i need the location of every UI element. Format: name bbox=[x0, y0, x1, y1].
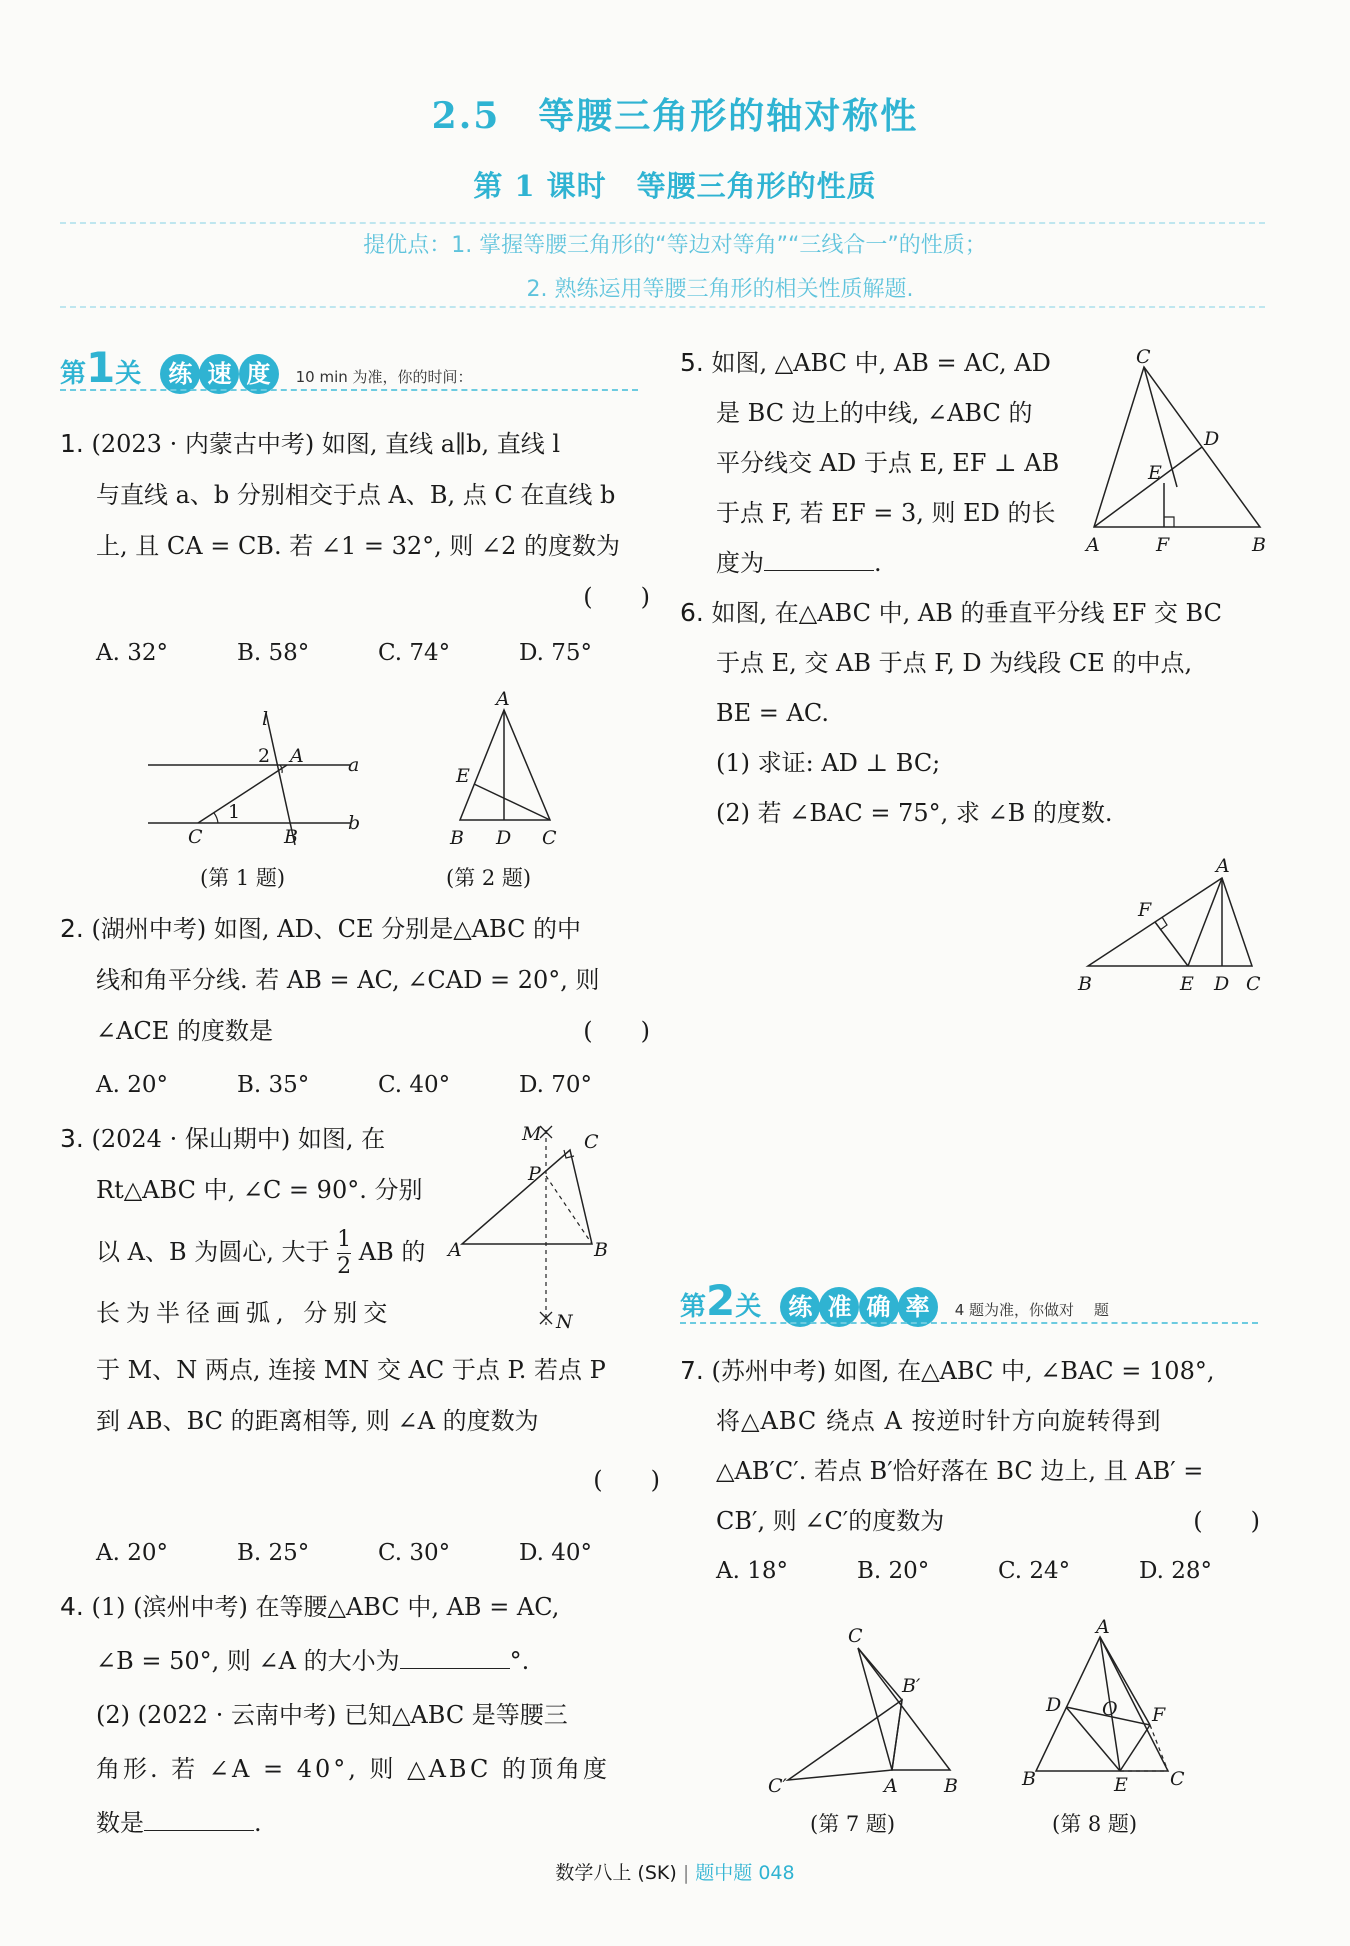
fraction-numerator: 1 bbox=[337, 1227, 352, 1252]
question-text: ∠B = 50°, 则 ∠A 的大小为 bbox=[96, 1647, 400, 1675]
option-b: B. 58° bbox=[237, 640, 310, 666]
question-text: 到 AB、BC 的距离相等, 则 ∠A 的度数为 bbox=[96, 1407, 539, 1435]
label: C bbox=[848, 1625, 863, 1647]
label: D bbox=[1214, 973, 1230, 995]
label: F bbox=[1138, 899, 1152, 921]
badge-char: 确 bbox=[859, 1287, 899, 1327]
fraction bbox=[337, 1227, 351, 1280]
figure-1-caption: (第 1 题) bbox=[200, 866, 286, 890]
label: P bbox=[528, 1163, 541, 1185]
section-number: 1 bbox=[86, 343, 116, 392]
label: F bbox=[1152, 1704, 1166, 1726]
option-d: D. 40° bbox=[519, 1540, 593, 1566]
badge-char: 练 bbox=[160, 354, 200, 394]
q2-options bbox=[96, 1072, 656, 1098]
question-text: (1) (滨州中考) 在等腰△ABC 中, AB = AC, bbox=[91, 1593, 560, 1621]
question-text: 于点 E, 交 AB 于点 F, D 为线段 CE 的中点, bbox=[716, 649, 1193, 677]
option-c: C. 74° bbox=[378, 640, 451, 666]
question-text: 度为 bbox=[716, 549, 764, 577]
label: B bbox=[1252, 534, 1266, 556]
badge-char: 练 bbox=[780, 1287, 820, 1327]
answer-parentheses: ( ) bbox=[1193, 1507, 1260, 1535]
label: B bbox=[594, 1239, 608, 1261]
option-a: A. 18° bbox=[716, 1558, 788, 1584]
label: B bbox=[450, 827, 464, 849]
tip-line-2: 2. 熟练运用等腰三角形的相关性质解题. bbox=[526, 277, 914, 302]
divider bbox=[60, 222, 1265, 224]
section-number: 2 bbox=[706, 1276, 736, 1325]
label: E bbox=[1180, 973, 1194, 995]
option-c: C. 30° bbox=[378, 1540, 451, 1566]
section-badge bbox=[780, 1293, 936, 1321]
question-text: 如图, 在△ABC 中, AB 的垂直平分线 EF 交 BC bbox=[711, 599, 1222, 627]
question-number: 3. bbox=[60, 1124, 84, 1153]
label: A bbox=[1086, 534, 1100, 556]
option-b: B. 35° bbox=[237, 1072, 310, 1098]
question-number: 7. bbox=[680, 1356, 704, 1385]
badge-char: 度 bbox=[239, 354, 279, 394]
question-text: 于点 F, 若 EF = 3, 则 ED 的长 bbox=[716, 499, 1056, 527]
label: a bbox=[348, 754, 360, 776]
question-text: 如图, △ABC 中, AB = AC, AD bbox=[711, 349, 1051, 377]
question-6 bbox=[680, 588, 1280, 838]
label: b bbox=[348, 812, 361, 834]
q1-options bbox=[96, 640, 656, 666]
label: E bbox=[1114, 1774, 1128, 1795]
section-note: 4 题为准，你做对 题 bbox=[954, 1301, 1109, 1319]
figure-5 bbox=[1080, 345, 1280, 565]
label: 1 bbox=[228, 801, 241, 823]
footer-brand: 题中题 bbox=[695, 1862, 753, 1884]
label: B bbox=[1078, 973, 1092, 995]
section-badge bbox=[160, 360, 277, 388]
question-4 bbox=[60, 1580, 660, 1850]
question-2 bbox=[60, 903, 650, 1057]
figure-7-caption: (第 7 题) bbox=[810, 1812, 896, 1836]
q7-options bbox=[716, 1558, 1256, 1584]
question-text: 平分线交 AD 于点 E, EF ⊥ AB bbox=[716, 449, 1060, 477]
question-number: 5. bbox=[680, 348, 704, 377]
label: A bbox=[1096, 1616, 1110, 1638]
question-text: BE = AC. bbox=[716, 699, 829, 727]
label: D bbox=[1046, 1694, 1062, 1716]
figure-2 bbox=[440, 690, 570, 860]
label: A bbox=[496, 690, 510, 710]
question-text: (2) 若 ∠BAC = 75°, 求 ∠B 的度数. bbox=[716, 799, 1113, 827]
badge-char: 速 bbox=[199, 354, 239, 394]
option-c: C. 24° bbox=[998, 1558, 1071, 1584]
question-text: CB′, 则 ∠C′的度数为 bbox=[716, 1507, 945, 1535]
question-text: 于 M、N 两点, 连接 MN 交 AC 于点 P. 若点 P bbox=[96, 1356, 606, 1384]
label: C bbox=[188, 826, 203, 848]
label: D bbox=[496, 827, 512, 849]
question-text: °. bbox=[509, 1647, 530, 1675]
label: A bbox=[448, 1239, 462, 1261]
figure-1 bbox=[140, 705, 380, 855]
label: E bbox=[1148, 462, 1162, 484]
question-text: (2) (2022 · 云南中考) 已知△ABC 是等腰三 bbox=[96, 1701, 568, 1729]
section-underline bbox=[60, 389, 638, 391]
question-text: AB 的 bbox=[358, 1238, 426, 1266]
label: C′ bbox=[768, 1775, 787, 1795]
option-a: A. 20° bbox=[96, 1540, 168, 1566]
label: B bbox=[284, 826, 298, 848]
answer-parentheses: ( ) bbox=[593, 1466, 660, 1494]
question-text: Rt△ABC 中, ∠C = 90°. 分别 bbox=[96, 1176, 423, 1204]
label: l bbox=[262, 708, 269, 730]
option-b: B. 20° bbox=[857, 1558, 930, 1584]
question-text: . bbox=[874, 549, 882, 577]
question-text: △AB′C′. 若点 B′恰好落在 BC 边上, 且 AB′ = bbox=[716, 1457, 1204, 1485]
label: B bbox=[944, 1775, 958, 1795]
option-d: D. 75° bbox=[519, 640, 593, 666]
question-5 bbox=[680, 338, 1100, 588]
section-1-header bbox=[60, 343, 640, 393]
section-prefix: 第 bbox=[680, 1292, 707, 1322]
q3-options bbox=[96, 1540, 656, 1566]
question-text: 角形. 若 ∠A = 40°, 则 △ABC 的顶角度 bbox=[96, 1755, 610, 1783]
question-number: 6. bbox=[680, 598, 704, 627]
figure-3 bbox=[440, 1120, 660, 1340]
label: O bbox=[1102, 1698, 1118, 1720]
question-text: (苏州中考) 如图, 在△ABC 中, ∠BAC = 108°, bbox=[711, 1357, 1215, 1385]
label: A bbox=[290, 745, 304, 767]
question-text: . bbox=[254, 1809, 262, 1837]
option-a: A. 32° bbox=[96, 640, 168, 666]
label: C bbox=[584, 1131, 599, 1153]
figure-7 bbox=[760, 1620, 980, 1795]
answer-blank[interactable] bbox=[400, 1646, 510, 1669]
question-text: 数是 bbox=[96, 1809, 144, 1837]
section-prefix: 第 bbox=[60, 359, 87, 389]
answer-blank[interactable] bbox=[764, 548, 874, 571]
label: C bbox=[1136, 346, 1151, 368]
question-1 bbox=[60, 418, 650, 623]
section-suffix: 关 bbox=[115, 359, 142, 389]
figure-6 bbox=[1070, 850, 1280, 1000]
label: B bbox=[1022, 1768, 1036, 1790]
question-text: 线和角平分线. 若 AB = AC, ∠CAD = 20°, 则 bbox=[96, 966, 600, 994]
question-text: 是 BC 边上的中线, ∠ABC 的 bbox=[716, 399, 1033, 427]
question-text: 上, 且 CA = CB. 若 ∠1 = 32°, 则 ∠2 的度数为 bbox=[96, 532, 621, 560]
question-text: 与直线 a、b 分别相交于点 A、B, 点 C 在直线 b bbox=[96, 481, 616, 509]
badge-char: 率 bbox=[898, 1287, 938, 1327]
option-d: D. 70° bbox=[519, 1072, 593, 1098]
question-number: 2. bbox=[60, 914, 84, 943]
section-underline bbox=[680, 1322, 1258, 1324]
tip-line-1: 提优点：1. 掌握等腰三角形的“等边对等角”“三线合一”的性质； bbox=[363, 233, 987, 258]
option-c: C. 40° bbox=[378, 1072, 451, 1098]
question-text: (2024 · 保山期中) 如图, 在 bbox=[91, 1125, 386, 1153]
question-text: (湖州中考) 如图, AD、CE 分别是△ABC 的中 bbox=[91, 915, 582, 943]
figure-8 bbox=[1010, 1615, 1210, 1795]
page-number: 048 bbox=[758, 1862, 795, 1884]
answer-parentheses: ( ) bbox=[583, 1017, 650, 1045]
section-note: 10 min 为准，你的时间： bbox=[295, 368, 473, 386]
page-subtitle: 第 1 课时 等腰三角形的性质 bbox=[473, 169, 877, 203]
question-text: ∠ACE 的度数是 bbox=[96, 1017, 273, 1045]
section-suffix: 关 bbox=[735, 1292, 762, 1322]
label: C bbox=[542, 827, 557, 849]
question-text: 将△ABC 绕点 A 按逆时针方向旋转得到 bbox=[716, 1407, 1162, 1435]
divider bbox=[60, 306, 1265, 308]
label: D bbox=[1204, 428, 1220, 450]
answer-parentheses: ( ) bbox=[583, 583, 650, 611]
label: 2 bbox=[258, 745, 271, 767]
label: C bbox=[1170, 1768, 1185, 1790]
label: E bbox=[456, 765, 470, 787]
figure-8-caption: (第 8 题) bbox=[1052, 1812, 1138, 1836]
label: M bbox=[522, 1123, 542, 1145]
label: A bbox=[1216, 855, 1230, 877]
question-number: 1. bbox=[60, 429, 84, 458]
question-7 bbox=[680, 1346, 1260, 1546]
label: C bbox=[1246, 973, 1261, 995]
option-b: B. 25° bbox=[237, 1540, 310, 1566]
question-text: 长为半径画弧, 分别交 bbox=[96, 1299, 394, 1327]
label: A bbox=[884, 1775, 898, 1795]
label: N bbox=[556, 1311, 573, 1333]
section-2-header bbox=[680, 1276, 1260, 1326]
badge-char: 准 bbox=[819, 1287, 859, 1327]
question-number: 4. bbox=[60, 1592, 84, 1621]
figure-2-caption: (第 2 题) bbox=[446, 866, 532, 890]
page-footer bbox=[0, 1858, 1350, 1885]
question-text: (1) 求证: AD ⊥ BC; bbox=[716, 749, 941, 777]
option-d: D. 28° bbox=[1139, 1558, 1213, 1584]
page-title: 2.5 等腰三角形的轴对称性 bbox=[431, 95, 919, 137]
fraction-denominator: 2 bbox=[337, 1254, 352, 1279]
question-text: (2023 · 内蒙古中考) 如图, 直线 a∥b, 直线 l bbox=[91, 430, 561, 458]
answer-blank[interactable] bbox=[144, 1808, 254, 1831]
option-a: A. 20° bbox=[96, 1072, 168, 1098]
footer-book: 数学八上 (SK) bbox=[555, 1862, 677, 1884]
label: B′ bbox=[902, 1675, 921, 1697]
question-text: 以 A、B 为圆心, 大于 bbox=[96, 1238, 330, 1266]
label: F bbox=[1156, 534, 1170, 556]
footer-separator: | bbox=[682, 1862, 690, 1884]
